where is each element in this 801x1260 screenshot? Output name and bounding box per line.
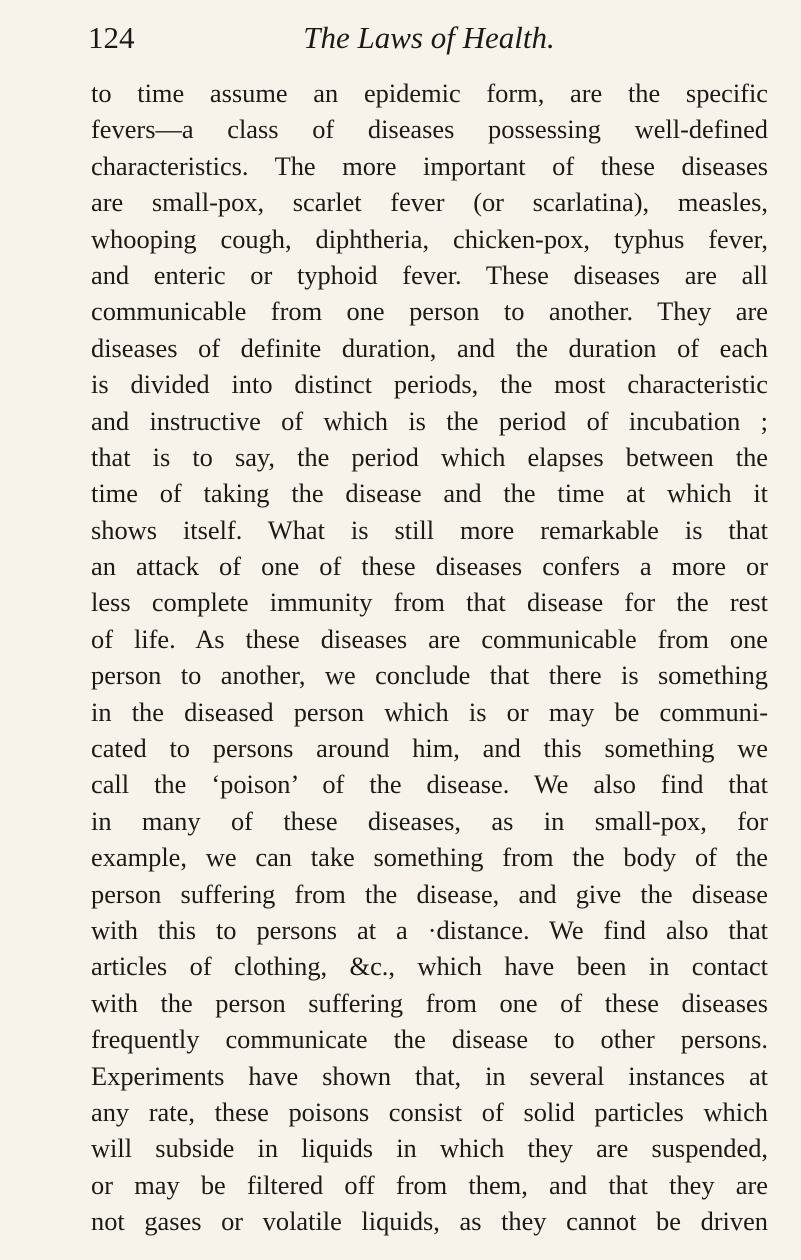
text-line: frequently communicate the disease to other persons. (91, 1024, 768, 1055)
text-line: of life. As these diseases are communicable from one (91, 623, 768, 654)
text-line: characteristics. The more important of these diseases (91, 150, 768, 181)
text-line: and instructive of which is the period of incubation ; (91, 405, 768, 436)
text-line: or may be filtered off from them, and that they are (91, 1169, 768, 1200)
text-line: fevers—a class of diseases possessing well-defined (91, 114, 768, 145)
text-line: is divided into distinct periods, the most characteristic (91, 369, 768, 400)
text-line: will subside in liquids in which they are suspended, (91, 1133, 768, 1164)
text-line: example, we can take something from the body of the (91, 842, 768, 873)
text-line: communicable from one person to another. They are (91, 296, 768, 327)
text-line: and enteric or typhoid fever. These diseases are all (91, 259, 768, 290)
text-line: cated to persons around him, and this something we (91, 733, 768, 764)
page-header (88, 16, 770, 60)
text-line: not gases or volatile liquids, as they cannot be driven (91, 1206, 768, 1237)
text-line: an attack of one of these diseases confers a more or (91, 551, 768, 582)
text-line: are small-pox, scarlet fever (or scarlatina), measles, (91, 187, 768, 218)
page-number: 124 (88, 20, 135, 55)
text-line: to time assume an epidemic form, are the specific (91, 78, 768, 108)
text-line: call the ‘poison’ of the disease. We also find that (91, 769, 768, 800)
text-line: shows itself. What is still more remarkable is that (91, 514, 768, 545)
text-line: whooping cough, diphtheria, chicken-pox, typhus fever, (91, 223, 768, 254)
text-line: person to another, we conclude that there is something (91, 660, 768, 691)
text-line: in many of these diseases, as in small-pox, for (91, 805, 768, 836)
text-line: articles of clothing, &c., which have been in contact (91, 951, 768, 982)
running-title: The Laws of Health. (303, 20, 555, 55)
text-line: person suffering from the disease, and give the disease (91, 878, 768, 909)
text-line: any rate, these poisons consist of solid particles which (91, 1096, 768, 1127)
text-line: that is to say, the period which elapses between the (91, 441, 768, 472)
text-line: less complete immunity from that disease for the rest (91, 587, 768, 618)
text-line: with this to persons at a ·distance. We find also that (91, 914, 768, 945)
text-line: Experiments have shown that, in several instances at (91, 1060, 768, 1091)
text-line: diseases of definite duration, and the duration of each (91, 332, 768, 363)
text-line: in the diseased person which is or may be communi- (91, 696, 768, 727)
text-line: with the person suffering from one of these diseases (91, 987, 768, 1018)
text-line: time of taking the disease and the time at which it (91, 478, 768, 509)
body-text (91, 75, 768, 1240)
